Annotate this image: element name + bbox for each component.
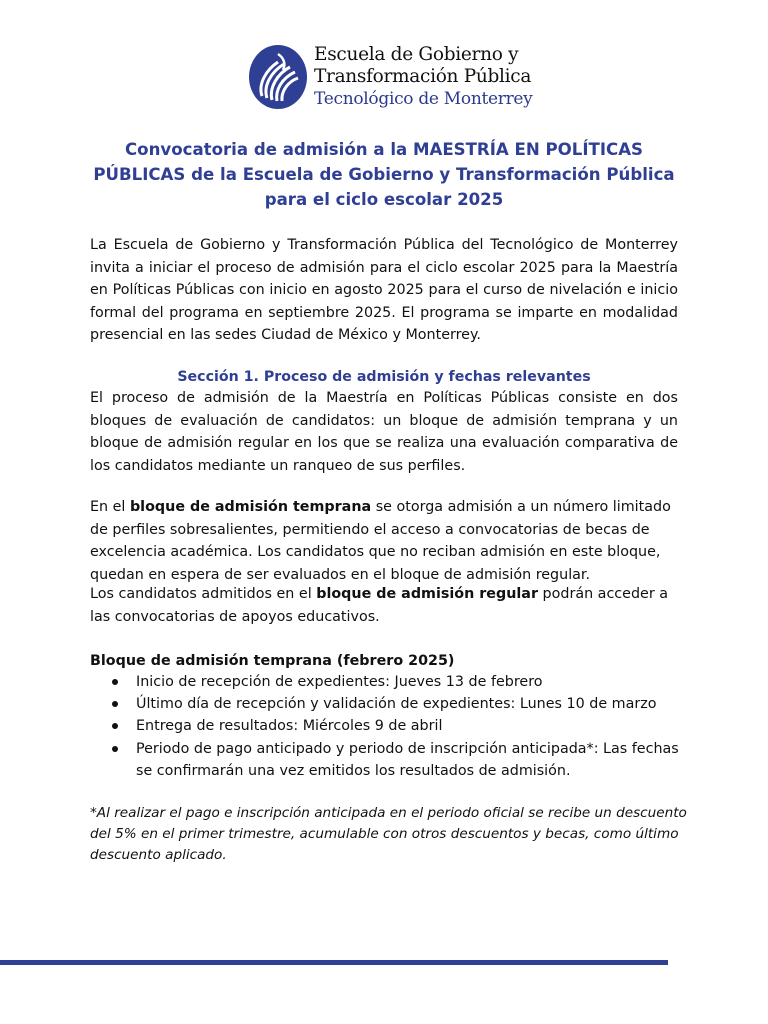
title-line-3: para el ciclo escolar 2025	[264, 190, 504, 209]
footnote: *Al realizar el pago e inscripción anticipada en el periodo oficial se recibe un descuento del 5% en el primer trimestre, acumulable con otros descuentos y becas, como último descuento aplicado.	[90, 805, 687, 864]
list-item-text: Inicio de recepción de expedientes: Jueves 13 de febrero	[136, 674, 543, 690]
footer-divider	[0, 960, 668, 965]
list-item	[90, 693, 690, 715]
title-line-2: PÚBLICAS de la Escuela de Gobierno y Transformación Pública	[93, 165, 675, 184]
early-block-prefix: En el	[90, 499, 130, 515]
list-item-text: Periodo de pago anticipado y periodo de inscripción anticipada*: Las fechas se confirmarán una vez emitidos los resultados de admisión.	[136, 740, 679, 779]
regular-block-suffix: podrán acceder a las convocatorias de apoyos educativos.	[90, 586, 669, 625]
regular-block-term: bloque de admisión regular	[316, 586, 538, 602]
list-item	[90, 715, 690, 737]
regular-block-prefix: Los candidatos admitidos en el	[90, 586, 317, 602]
early-schedule-heading: Bloque de admisión temprana (febrero 2025)	[90, 653, 455, 669]
early-block-paragraph	[90, 496, 678, 586]
bullet-icon	[112, 701, 118, 707]
bullet-icon	[112, 679, 118, 685]
list-item	[90, 671, 690, 693]
list-item	[90, 738, 690, 782]
document-title	[80, 137, 688, 212]
section-1-paragraph: El proceso de admisión de la Maestría en Políticas Públicas consiste en dos bloques de evaluación de candidatos: un bloque de admisión temprana y un bloque de admisión regular en los que se realiza una evaluación comparativa de los candidatos mediante un ranqueo de sus perfiles.	[90, 390, 678, 474]
bullet-icon	[112, 723, 118, 729]
section-1-heading: Sección 1. Proceso de admisión y fechas relevantes	[177, 369, 591, 385]
bullet-icon	[112, 746, 118, 752]
title-line-1: Convocatoria de admisión a la MAESTRÍA EN POLÍTICAS	[125, 140, 643, 159]
early-schedule-list	[90, 671, 690, 782]
institution-logo	[248, 44, 548, 114]
logo-line-school-2: Transformación Pública	[314, 66, 532, 87]
early-block-suffix: se otorga admisión a un número limitado de perfiles sobresalientes, permitiendo el acceso a convocatorias de becas de excelencia académica. Los candidatos que no reciban admisión en este bloque, quedan en espera de ser evaluados en el bloque de admisión regular.	[90, 499, 671, 583]
intro-paragraph: La Escuela de Gobierno y Transformación Pública del Tecnológico de Monterrey invita a iniciar el proceso de admisión para el ciclo escolar 2025 para la Maestría en Políticas Públicas con inicio en agosto 2025 para el curso de nivelación e inicio formal del programa en septiembre 2025. El programa se imparte en modalidad presencial en las sedes Ciudad de México y Monterrey.	[90, 237, 678, 344]
list-item-text: Último día de recepción y validación de expedientes: Lunes 10 de marzo	[136, 696, 657, 713]
logo-line-university: Tecnológico de Monterrey	[314, 89, 533, 109]
early-block-term: bloque de admisión temprana	[129, 499, 372, 515]
logo-line-school: Escuela de Gobierno y	[314, 44, 519, 65]
flame-emblem-icon	[248, 44, 308, 110]
list-item-text: Entrega de resultados: Miércoles 9 de abril	[136, 718, 443, 735]
logo-wordmark	[314, 44, 532, 110]
regular-block-paragraph	[90, 583, 678, 628]
